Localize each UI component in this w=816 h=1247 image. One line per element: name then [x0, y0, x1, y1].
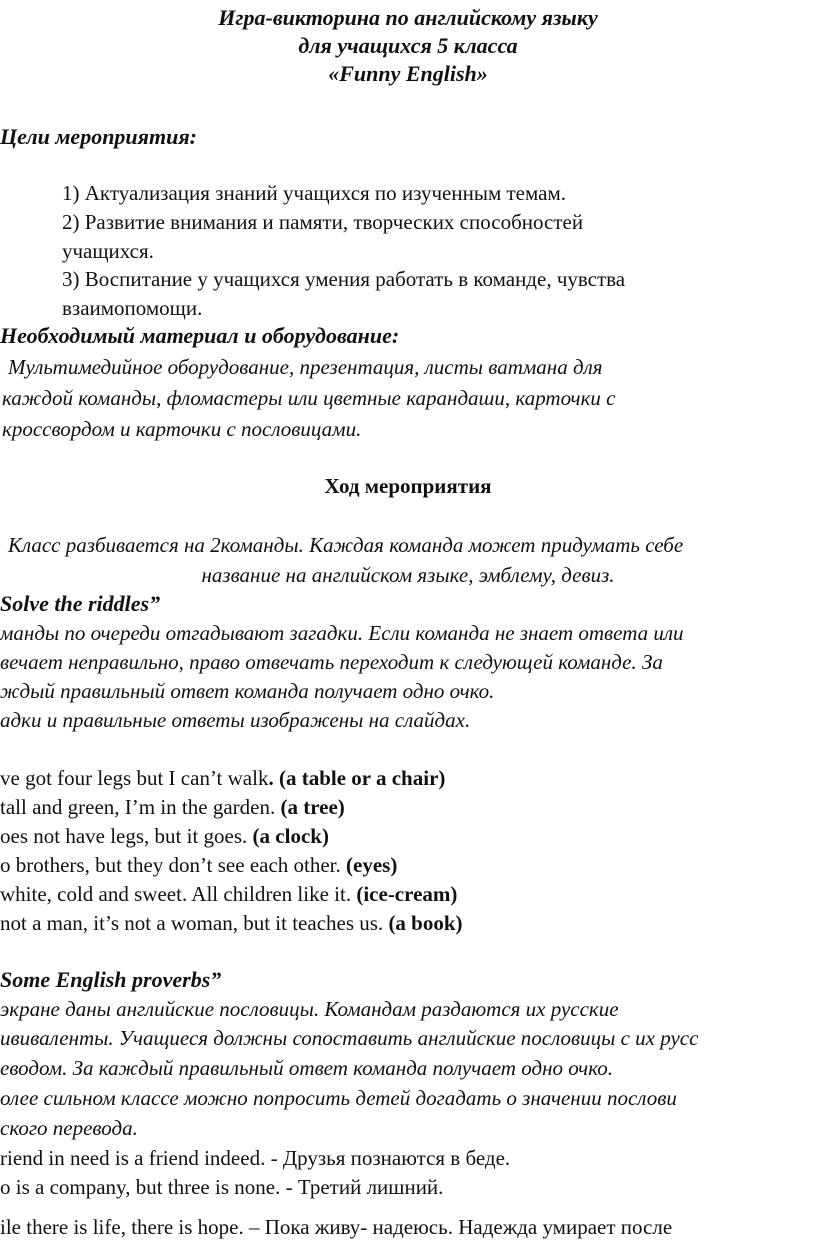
- proverb-item-1: riend in need is a friend indeed. - Друзья познаются в беде.: [0, 1146, 511, 1170]
- riddle-item-2: [0, 794, 345, 820]
- riddles-desc-2: вечает неправильно, право отвечать переходит к следующей команде. За: [0, 650, 663, 674]
- riddle-text: oes not have legs, but it goes.: [0, 824, 253, 848]
- materials-line-1: Мультимедийное оборудование, презентация, листы ватмана для: [8, 355, 603, 379]
- title-line-2: для учащихся 5 класса: [298, 33, 518, 58]
- title-line-1: Игра-викторина по английскому языку: [218, 5, 598, 30]
- riddle-item-5: [0, 881, 457, 907]
- materials-heading: Необходимый материал и оборудование:: [0, 323, 400, 348]
- proverb-item-2: o is a company, but three is none. - Третий лишний.: [0, 1175, 444, 1199]
- riddle-text: not a man, it’s not a woman, but it teaches us.: [0, 911, 389, 935]
- title-line-3: «Funny English»: [328, 61, 488, 86]
- proverb-item-3: ile there is life, there is hope. – Пока живу- надеюсь. Надежда умирает после: [0, 1215, 673, 1239]
- course-intro-1: Класс разбивается на 2команды. Каждая команда может придумать себе: [8, 533, 684, 557]
- riddle-text: o brothers, but they don’t see each other.: [0, 853, 347, 877]
- riddle-item-6: [0, 910, 463, 936]
- riddle-text: ve got four legs but I can’t walk: [0, 766, 269, 790]
- course-intro-2: название на английском языке, эмблему, девиз.: [201, 563, 615, 587]
- materials-line-2: каждой команды, фломастеры или цветные карандаши, карточки с: [2, 386, 616, 410]
- riddle-item-4: [0, 852, 397, 878]
- goals-heading: Цели мероприятия:: [0, 124, 198, 149]
- proverbs-desc-3: еводом. За каждый правильный ответ команда получает одно очко.: [0, 1056, 613, 1080]
- goals-item-2: 2) Развитие внимания и памяти, творческих способностей: [62, 210, 584, 234]
- proverbs-desc-4: олее сильном классе можно попросить детей догадать о значении послови: [0, 1086, 677, 1110]
- riddles-heading: Solve the riddles”: [0, 591, 161, 616]
- riddles-desc-1: манды по очереди отгадывают загадки. Если команда не знает ответа или: [0, 621, 684, 645]
- riddle-answer: (a clock): [252, 824, 329, 848]
- proverbs-desc-2: ививаленты. Учащиеся должны сопоставить английские пословицы с их русс: [0, 1026, 699, 1050]
- riddle-answer: . (a table or a chair): [268, 766, 446, 790]
- materials-line-3: кроссвордом и карточки с пословицами.: [2, 417, 362, 441]
- proverbs-desc-5: ского перевода.: [0, 1116, 138, 1140]
- goals-item-1: 1) Актуализация знаний учащихся по изученным темам.: [62, 181, 567, 205]
- goals-item-2-cont: учащихся.: [62, 239, 154, 263]
- riddle-answer: (a tree): [280, 795, 345, 819]
- riddles-desc-3: ждый правильный ответ команда получает одно очко.: [0, 679, 495, 703]
- course-heading: Ход мероприятия: [324, 474, 492, 498]
- riddle-item-1: [0, 765, 445, 791]
- riddle-item-3: [0, 823, 329, 849]
- goals-item-3: 3) Воспитание у учащихся умения работать в команде, чувства: [62, 267, 626, 291]
- proverbs-desc-1: экране даны английские пословицы. Командам раздаются их русские: [0, 997, 619, 1021]
- riddle-text: white, cold and sweet. All children like it.: [0, 882, 357, 906]
- riddles-desc-4: адки и правильные ответы изображены на слайдах.: [0, 708, 471, 732]
- riddle-answer: (eyes): [346, 853, 398, 877]
- proverbs-heading: Some English proverbs”: [0, 967, 222, 992]
- goals-item-3-cont: взаимопомощи.: [62, 296, 203, 320]
- riddle-answer: (a book): [388, 911, 463, 935]
- riddle-text: tall and green, I’m in the garden.: [0, 795, 281, 819]
- riddle-answer: (ice-cream): [356, 882, 458, 906]
